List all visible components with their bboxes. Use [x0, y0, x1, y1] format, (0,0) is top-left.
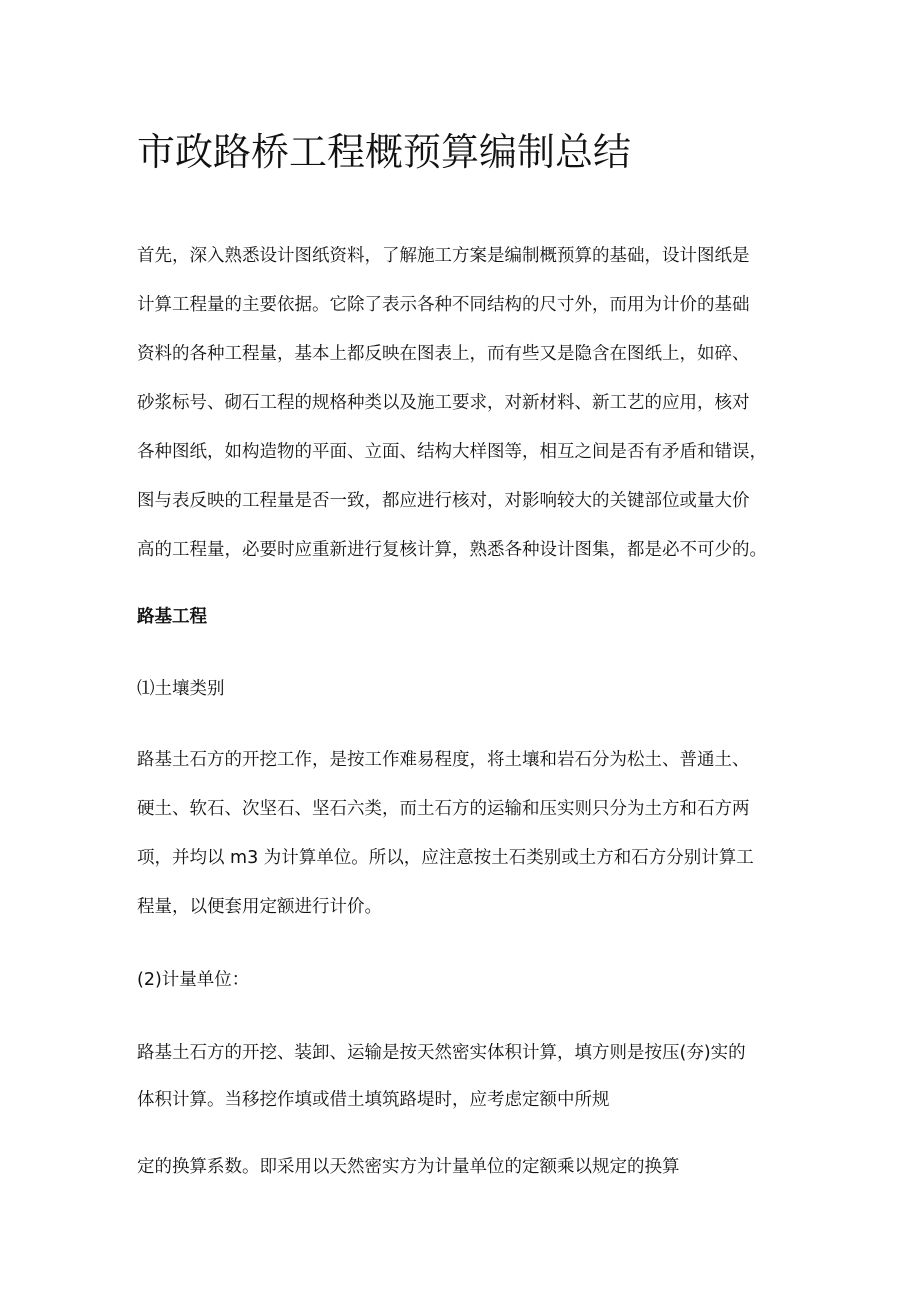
item1-label: ⑴土壤类别: [137, 679, 225, 699]
item1-line: 项，并均以 m3 为计算单位。所以，应注意按土石类别或土方和石方分别计算工: [137, 848, 754, 868]
intro-line: 计算工程量的主要依据。它除了表示各种不同结构的尺寸外，而用为计价的基础: [137, 295, 750, 315]
section-heading: 路基工程: [137, 607, 207, 627]
item2-line: 路基土石方的开挖、装卸、运输是按天然密实体积计算，填方则是按压(夯)实的: [137, 1043, 746, 1063]
intro-line: 各种图纸，如构造物的平面、立面、结构大样图等，相互之间是否有矛盾和错误，: [137, 442, 767, 462]
item1-line: 程量，以便套用定额进行计价。: [137, 897, 382, 917]
item2-line: 体积计算。当移挖作填或借土填筑路堤时，应考虑定额中所规: [137, 1090, 610, 1110]
item2-continuation: 定的换算系数。即采用以天然密实方为计量单位的定额乘以规定的换算: [137, 1157, 680, 1177]
document-title: 市政路桥工程概预算编制总结: [137, 130, 632, 174]
intro-line: 首先，深入熟悉设计图纸资料，了解施工方案是编制概预算的基础，设计图纸是: [137, 246, 750, 266]
intro-line: 图与表反映的工程量是否一致，都应进行核对，对影响较大的关键部位或量大价: [137, 491, 750, 511]
item1-line: 路基土石方的开挖工作，是按工作难易程度，将土壤和岩石分为松土、普通土、: [137, 750, 750, 770]
item1-line: 硬土、软石、次坚石、坚石六类，而土石方的运输和压实则只分为土方和石方两: [137, 799, 750, 819]
intro-line: 高的工程量，必要时应重新进行复核计算，熟悉各种设计图集，都是必不可少的。: [137, 540, 767, 560]
intro-line: 资料的各种工程量，基本上都反映在图表上，而有些又是隐含在图纸上，如碎、: [137, 344, 750, 364]
item2-label: (2)计量单位：: [137, 970, 250, 990]
intro-line: 砂浆标号、砌石工程的规格种类以及施工要求，对新材料、新工艺的应用，核对: [137, 393, 750, 413]
